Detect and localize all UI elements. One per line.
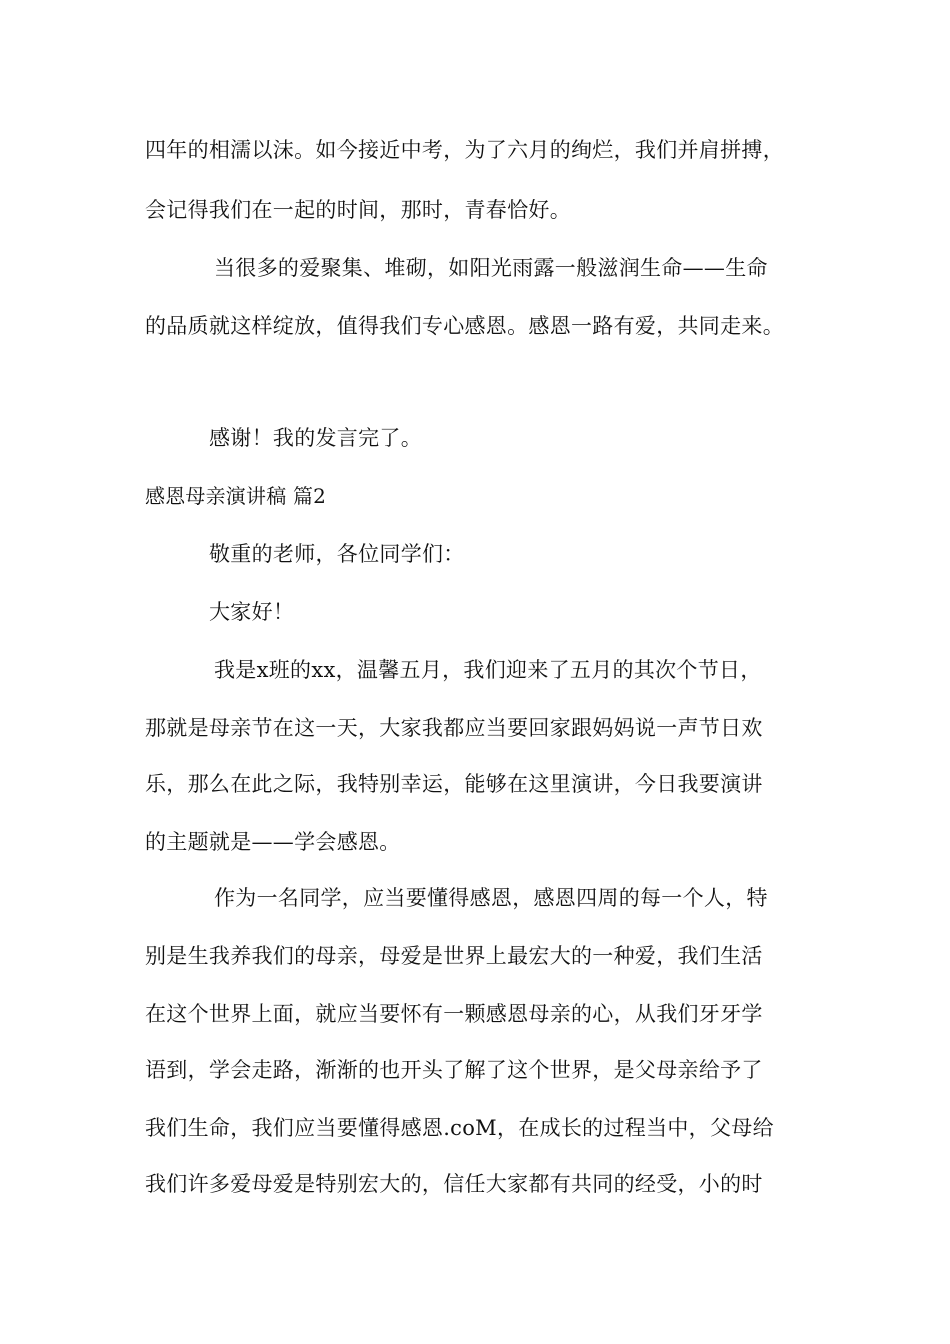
paragraph-line: 乐，那么在此之际，我特别幸运，能够在这里演讲，今日我要演讲 <box>145 772 763 796</box>
greeting-line: 大家好！ <box>209 600 295 624</box>
paragraph-line: 作为一名同学，应当要懂得感恩，感恩四周的每一个人，特 <box>214 886 768 910</box>
paragraph-line: 语到，学会走路，渐渐的也开头了解了这个世界，是父母亲给予了 <box>145 1058 763 1082</box>
paragraph-line: 会记得我们在一起的时间，那时，青春恰好。 <box>145 198 571 222</box>
paragraph-line: 我们生命，我们应当要懂得感恩.coM，在成长的过程当中，父母给 <box>145 1116 774 1140</box>
paragraph-line: 我们许多爱母爱是特别宏大的，信任大家都有共同的经受，小的时 <box>145 1172 763 1196</box>
paragraph-line: 在这个世界上面，就应当要怀有一颗感恩母亲的心，从我们牙牙学 <box>145 1002 763 1026</box>
paragraph-line: 四年的相濡以沫。如今接近中考，为了六月的绚烂，我们并肩拼搏， <box>145 138 784 162</box>
paragraph-line: 别是生我养我们的母亲，母爱是世界上最宏大的一种爱，我们生活 <box>145 944 763 968</box>
closing-line: 感谢！我的发言完了。 <box>209 426 422 450</box>
paragraph-line: 那就是母亲节在这一天，大家我都应当要回家跟妈妈说一声节日欢 <box>145 716 763 740</box>
salutation-line: 敬重的老师，各位同学们： <box>209 542 465 566</box>
section-title: 感恩母亲演讲稿 篇2 <box>145 484 327 508</box>
paragraph-line: 的主题就是——学会感恩。 <box>145 830 401 854</box>
paragraph-line: 的品质就这样绽放，值得我们专心感恩。感恩一路有爱，共同走来。 <box>145 314 784 338</box>
paragraph-line: 当很多的爱聚集、堆砌，如阳光雨露一般滋润生命——生命 <box>214 256 768 280</box>
paragraph-line: 我是x班的xx，温馨五月，我们迎来了五月的其次个节日， <box>214 658 762 682</box>
